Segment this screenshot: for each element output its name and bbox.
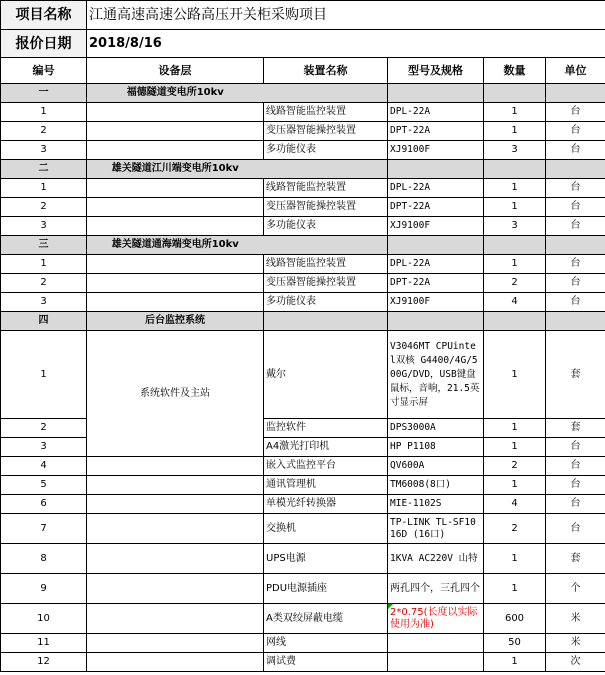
row-unit: 台 xyxy=(546,217,605,236)
table-row[interactable] xyxy=(1,293,605,312)
row-unit: 台 xyxy=(546,457,605,476)
row-model: HP P1108 xyxy=(388,438,484,457)
section-header xyxy=(1,312,605,331)
row-model: DPT-22A xyxy=(388,274,484,293)
row-unit: 台 xyxy=(546,122,605,141)
section-code: 二 xyxy=(1,160,87,179)
row-model: DPL-22A xyxy=(388,255,484,274)
row-device: 变压器智能操控装置 xyxy=(264,198,388,217)
row-model: XJ9100F xyxy=(388,217,484,236)
row-model: DPT-22A xyxy=(388,122,484,141)
row-model: 1KVA AC220V 山特 xyxy=(388,544,484,574)
row-unit: 台 xyxy=(546,103,605,122)
row-unit: 台 xyxy=(546,438,605,457)
table-row[interactable] xyxy=(1,495,605,514)
row-model: TM6008(8口) xyxy=(388,476,484,495)
col-header-layer: 设备层 xyxy=(87,58,264,84)
row-model: 两孔四个，三孔四个 xyxy=(388,574,484,604)
row-qty: 1 xyxy=(484,419,546,438)
row-device: 线路智能监控装置 xyxy=(264,255,388,274)
row-model: V3046MT CPUintel双核 G4400/4G/500G/DVD，USB键盘鼠标，音响，21.5英寸显示屏 xyxy=(388,331,484,419)
row-no: 3 xyxy=(1,141,87,160)
section-code: 三 xyxy=(1,236,87,255)
row-model: DPT-22A xyxy=(388,198,484,217)
row-unit: 套 xyxy=(546,544,605,574)
row-model: MIE-1102S xyxy=(388,495,484,514)
row-unit: 米 xyxy=(546,604,605,634)
row-no: 9 xyxy=(1,574,87,604)
row-model: DPL-22A xyxy=(388,179,484,198)
row-unit: 台 xyxy=(546,141,605,160)
row-model: DPL-22A xyxy=(388,103,484,122)
project-name-label: 项目名称 xyxy=(1,1,87,30)
row-no: 4 xyxy=(1,457,87,476)
row-qty: 2 xyxy=(484,514,546,544)
row-device: 嵌入式监控平台 xyxy=(264,457,388,476)
quote-date[interactable]: 2018/8/16 xyxy=(87,30,605,58)
table-row[interactable] xyxy=(1,274,605,293)
row-unit: 台 xyxy=(546,293,605,312)
row-qty: 1 xyxy=(484,331,546,419)
col-header-model: 型号及规格 xyxy=(388,58,484,84)
row-qty: 1 xyxy=(484,103,546,122)
row-no: 10 xyxy=(1,604,87,634)
row-no: 2 xyxy=(1,274,87,293)
row-device: 调试费 xyxy=(264,653,388,672)
row-qty: 1 xyxy=(484,122,546,141)
row-model: XJ9100F xyxy=(388,293,484,312)
row-qty: 50 xyxy=(484,634,546,653)
row-no: 12 xyxy=(1,653,87,672)
row-device: 戴尔 xyxy=(264,331,388,419)
row-no: 5 xyxy=(1,476,87,495)
row-no: 3 xyxy=(1,217,87,236)
row-no: 6 xyxy=(1,495,87,514)
table-row[interactable] xyxy=(1,141,605,160)
col-header-unit: 单位 xyxy=(546,58,605,84)
row-model: DPS3000A xyxy=(388,419,484,438)
table-row[interactable] xyxy=(1,476,605,495)
row-no: 11 xyxy=(1,634,87,653)
row-device: 通讯管理机 xyxy=(264,476,388,495)
row-qty: 1 xyxy=(484,255,546,274)
row-device: 交换机 xyxy=(264,514,388,544)
row-unit: 台 xyxy=(546,476,605,495)
project-name[interactable]: 江通高速高速公路高压开关柜采购项目 xyxy=(87,1,605,30)
row-device: A类双绞屏蔽电缆 xyxy=(264,604,388,634)
row-qty: 4 xyxy=(484,495,546,514)
row-unit: 台 xyxy=(546,274,605,293)
row-qty: 3 xyxy=(484,141,546,160)
table-row[interactable] xyxy=(1,604,605,634)
section-code: 四 xyxy=(1,312,87,331)
row-unit: 台 xyxy=(546,495,605,514)
table-row[interactable] xyxy=(1,331,605,419)
section-title: 雄关隧道通海端变电所10kv xyxy=(87,236,264,255)
col-header-no: 编号 xyxy=(1,58,87,84)
row-qty: 4 xyxy=(484,293,546,312)
table-row[interactable] xyxy=(1,457,605,476)
section-header xyxy=(1,84,605,103)
row-device: 线路智能监控装置 xyxy=(264,179,388,198)
row-qty: 600 xyxy=(484,604,546,634)
table-row[interactable] xyxy=(1,653,605,672)
row-no: 1 xyxy=(1,255,87,274)
row-qty: 1 xyxy=(484,179,546,198)
table-row[interactable] xyxy=(1,574,605,604)
row-qty: 2 xyxy=(484,457,546,476)
row-no: 3 xyxy=(1,438,87,457)
row-unit: 次 xyxy=(546,653,605,672)
table-row[interactable] xyxy=(1,544,605,574)
row-no: 1 xyxy=(1,179,87,198)
table-row[interactable] xyxy=(1,634,605,653)
section-title: 雄关隧道江川端变电所10kv xyxy=(87,160,264,179)
row-unit: 个 xyxy=(546,574,605,604)
row-device: 网线 xyxy=(264,634,388,653)
row-device: 多功能仪表 xyxy=(264,141,388,160)
row-model xyxy=(388,653,484,672)
row-unit: 台 xyxy=(546,179,605,198)
row-model: TP-LINK TL-SF1016D (16口) xyxy=(388,514,484,544)
row-device: 多功能仪表 xyxy=(264,217,388,236)
row-unit: 台 xyxy=(546,198,605,217)
row-no: 3 xyxy=(1,293,87,312)
row-device: 变压器智能操控装置 xyxy=(264,274,388,293)
row-device: 监控软件 xyxy=(264,419,388,438)
row-unit: 米 xyxy=(546,634,605,653)
table-row[interactable] xyxy=(1,198,605,217)
row-no: 8 xyxy=(1,544,87,574)
row-qty: 1 xyxy=(484,574,546,604)
row-device: 变压器智能操控装置 xyxy=(264,122,388,141)
row-qty: 1 xyxy=(484,438,546,457)
row-device: PDU电源插座 xyxy=(264,574,388,604)
row-qty: 3 xyxy=(484,217,546,236)
section-title: 福德隧道变电所10kv xyxy=(87,84,264,103)
table-row[interactable] xyxy=(1,514,605,544)
row-device: A4激光打印机 xyxy=(264,438,388,457)
table-row[interactable] xyxy=(1,179,605,198)
row-no: 7 xyxy=(1,514,87,544)
col-header-device: 装置名称 xyxy=(264,58,388,84)
device-layer: 系统软件及主站 xyxy=(87,331,264,457)
section-title: 后台监控系统 xyxy=(87,312,264,331)
row-no: 1 xyxy=(1,331,87,419)
section-header xyxy=(1,160,605,179)
table-row[interactable] xyxy=(1,122,605,141)
table-row[interactable] xyxy=(1,217,605,236)
row-qty: 1 xyxy=(484,544,546,574)
row-device: 多功能仪表 xyxy=(264,293,388,312)
row-no: 2 xyxy=(1,122,87,141)
row-unit: 套 xyxy=(546,331,605,419)
row-model-comment[interactable]: 2*0.75(长度以实际使用为准) xyxy=(388,604,484,634)
section-header xyxy=(1,236,605,255)
row-device: UPS电源 xyxy=(264,544,388,574)
col-header-qty: 数量 xyxy=(484,58,546,84)
quote-date-label: 报价日期 xyxy=(1,30,87,58)
row-unit: 台 xyxy=(546,255,605,274)
row-model: QV600A xyxy=(388,457,484,476)
row-device: 线路智能监控装置 xyxy=(264,103,388,122)
row-qty: 1 xyxy=(484,653,546,672)
table-row[interactable] xyxy=(1,103,605,122)
row-qty: 1 xyxy=(484,198,546,217)
row-no: 2 xyxy=(1,419,87,438)
section-code: 一 xyxy=(1,84,87,103)
row-device: 单模光纤转换器 xyxy=(264,495,388,514)
row-no: 2 xyxy=(1,198,87,217)
row-no: 1 xyxy=(1,103,87,122)
row-qty: 2 xyxy=(484,274,546,293)
row-model xyxy=(388,634,484,653)
row-unit: 套 xyxy=(546,419,605,438)
row-unit: 台 xyxy=(546,514,605,544)
table-row[interactable] xyxy=(1,255,605,274)
row-model: XJ9100F xyxy=(388,141,484,160)
row-qty: 1 xyxy=(484,476,546,495)
